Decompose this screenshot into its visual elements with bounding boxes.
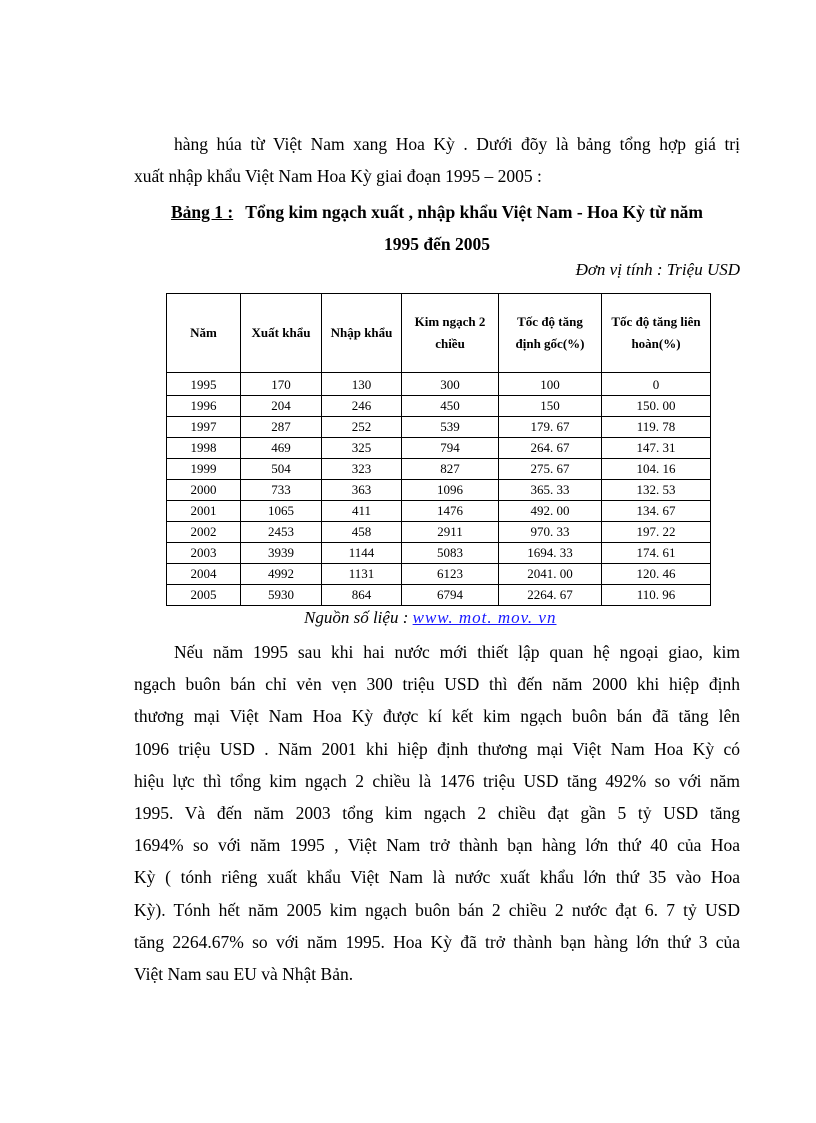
table-cell: 469 (241, 438, 322, 459)
table-cell: 450 (402, 396, 499, 417)
unit-note: Đơn vị tính : Triệu USD (575, 260, 740, 279)
table-cell: 246 (322, 396, 402, 417)
intro-line-2: xuất nhập khẩu Việt Nam Hoa Kỳ giai đoạn 1995 – 2005 : (134, 166, 542, 186)
table-cell: 1995 (167, 373, 241, 396)
table-cell: 1131 (322, 564, 402, 585)
table-row (167, 438, 711, 459)
table-cell: 3939 (241, 543, 322, 564)
table-body (167, 373, 711, 606)
header-base-growth: Tốc độ tăng định gốc(%) (499, 294, 602, 373)
header-total: Kim ngạch 2 chiều (402, 294, 499, 373)
paragraph-line: Việt Nam sau EU và Nhật Bản. (134, 964, 354, 985)
table-cell: 2001 (167, 501, 241, 522)
table-header-row (167, 294, 711, 373)
table-cell: 1694. 33 (499, 543, 602, 564)
trade-table (166, 293, 711, 606)
table-row (167, 501, 711, 522)
table-cell: 733 (241, 480, 322, 501)
table-cell: 275. 67 (499, 459, 602, 480)
caption-label: Bảng 1 : (170, 202, 234, 222)
table-cell: 458 (322, 522, 402, 543)
table-cell: 2003 (167, 543, 241, 564)
header-year: Năm (167, 294, 241, 373)
table-cell: 264. 67 (499, 438, 602, 459)
intro-line-1: hàng húa từ Việt Nam xang Hoa Kỳ . Dưới đõy là bảng tổng hợp giá trị (174, 134, 740, 154)
table-cell: 150. 00 (602, 396, 711, 417)
table-cell: 2005 (167, 585, 241, 606)
paragraph-line: thương mại Việt Nam Hoa Kỳ được kí kết kim ngạch buôn bán đã tăng lên (134, 706, 740, 727)
caption-title-2: 1995 đến 2005 (384, 234, 490, 254)
table-caption (134, 196, 740, 260)
table-cell: 1996 (167, 396, 241, 417)
table-cell: 363 (322, 480, 402, 501)
caption-title-1: Tổng kim ngạch xuất , nhập khẩu Việt Nam - Hoa Kỳ từ năm (245, 202, 704, 222)
header-import: Nhập khẩu (322, 294, 402, 373)
table-cell: 252 (322, 417, 402, 438)
table-cell: 2264. 67 (499, 585, 602, 606)
table-cell: 325 (322, 438, 402, 459)
table-cell: 970. 33 (499, 522, 602, 543)
paragraph-line: Kỳ ( tónh riêng xuất khẩu Việt Nam là nước xuất khẩu lớn thứ 35 vào Hoa (134, 867, 740, 888)
table-cell: 130 (322, 373, 402, 396)
paragraph-line: 1694% so với năm 1995 , Việt Nam trở thành bạn hàng lớn thứ 40 của Hoa (134, 835, 740, 856)
paragraph-line: tăng 2264.67% so với năm 1995. Hoa Kỳ đã trở thành bạn hàng lớn thứ 3 của (134, 931, 740, 952)
table-cell: 2002 (167, 522, 241, 543)
table-cell: 1144 (322, 543, 402, 564)
table-cell: 4992 (241, 564, 322, 585)
paragraph-line: 1096 triệu USD . Năm 2001 khi hiệp định thương mại Việt Nam Hoa Kỳ có (134, 738, 740, 759)
paragraph-line: Kỳ). Tónh hết năm 2005 kim ngạch buôn bán 2 chiều 2 nước đạt 6. 7 tỷ USD (134, 899, 740, 920)
paragraph-line: 1995. Và đến năm 2003 tổng kim ngạch 2 chiều đạt gần 5 tỷ USD tăng (134, 803, 740, 824)
table-cell: 1065 (241, 501, 322, 522)
header-chain-growth: Tốc độ tăng liên hoàn(%) (602, 294, 711, 373)
table-cell: 794 (402, 438, 499, 459)
table-cell: 1096 (402, 480, 499, 501)
table-cell: 119. 78 (602, 417, 711, 438)
table-cell: 411 (322, 501, 402, 522)
table-row (167, 480, 711, 501)
table-cell: 6794 (402, 585, 499, 606)
table-cell: 539 (402, 417, 499, 438)
table-cell: 179. 67 (499, 417, 602, 438)
table-cell: 1998 (167, 438, 241, 459)
table-cell: 492. 00 (499, 501, 602, 522)
table-cell: 287 (241, 417, 322, 438)
table-cell: 1999 (167, 459, 241, 480)
table-cell: 100 (499, 373, 602, 396)
table-cell: 174. 61 (602, 543, 711, 564)
table-cell: 120. 46 (602, 564, 711, 585)
paragraph-line: Nếu năm 1995 sau khi hai nước mới thiết lập quan hệ ngoại giao, kim (174, 642, 740, 662)
table-cell: 197. 22 (602, 522, 711, 543)
source-note (304, 608, 556, 628)
table-cell: 2453 (241, 522, 322, 543)
table-row (167, 396, 711, 417)
table-cell: 365. 33 (499, 480, 602, 501)
paragraph-line: ngạch buôn bán chỉ vẻn vẹn 300 triệu USD thì đến năm 2000 khi hiệp định (134, 674, 740, 695)
table-cell: 147. 31 (602, 438, 711, 459)
table-cell: 1997 (167, 417, 241, 438)
table-cell: 300 (402, 373, 499, 396)
table-row (167, 459, 711, 480)
table-cell: 204 (241, 396, 322, 417)
table-cell: 2041. 00 (499, 564, 602, 585)
table-cell: 2004 (167, 564, 241, 585)
table-cell: 5083 (402, 543, 499, 564)
paragraph-line: hiệu lực thì tổng kim ngạch 2 chiều là 1476 triệu USD tăng 492% so với năm (134, 770, 740, 791)
table-cell: 104. 16 (602, 459, 711, 480)
table-cell: 827 (402, 459, 499, 480)
table-row (167, 543, 711, 564)
caption-line-1 (134, 196, 740, 228)
source-link[interactable]: www. mot. mov. vn (412, 608, 557, 627)
analysis-paragraph (134, 636, 740, 990)
intro-paragraph (134, 128, 740, 192)
source-label: Nguồn số liệu : (304, 608, 413, 627)
table-cell: 323 (322, 459, 402, 480)
header-export: Xuất khẩu (241, 294, 322, 373)
table-row (167, 564, 711, 585)
table-row (167, 417, 711, 438)
table-cell: 170 (241, 373, 322, 396)
table-cell: 110. 96 (602, 585, 711, 606)
table-cell: 5930 (241, 585, 322, 606)
table-row (167, 585, 711, 606)
table-cell: 2000 (167, 480, 241, 501)
table-cell: 0 (602, 373, 711, 396)
table-row (167, 522, 711, 543)
table-cell: 2911 (402, 522, 499, 543)
table-cell: 6123 (402, 564, 499, 585)
table-cell: 132. 53 (602, 480, 711, 501)
table-cell: 1476 (402, 501, 499, 522)
table-cell: 134. 67 (602, 501, 711, 522)
table-cell: 864 (322, 585, 402, 606)
table-row (167, 373, 711, 396)
table-cell: 150 (499, 396, 602, 417)
table-cell: 504 (241, 459, 322, 480)
